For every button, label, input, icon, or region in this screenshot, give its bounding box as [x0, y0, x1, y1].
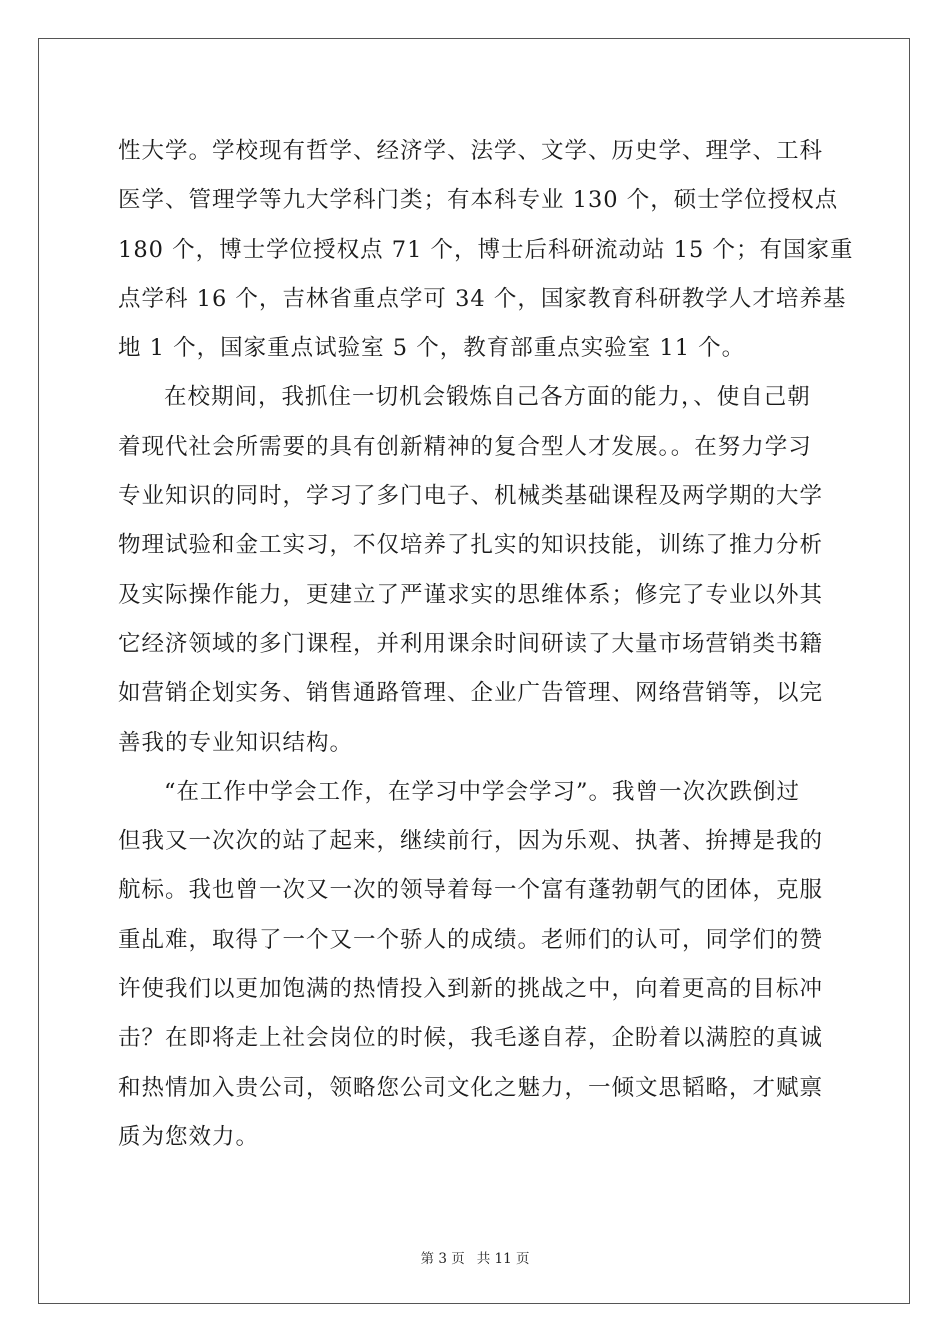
text-line: 专业知识的同时，学习了多门电子、机械类基础课程及两学期的大学	[118, 483, 824, 510]
text-line: 善我的专业知识结构。	[118, 729, 354, 756]
page-number: 第 3 页	[420, 1251, 465, 1267]
text-line: 着现代社会所需要的具有创新精神的复合型人才发展。。在努力学习	[118, 433, 812, 460]
text-line: 在校期间，我抓住一切机会锻炼自己各方面的能力，、使自己朝	[164, 384, 811, 411]
document-body	[118, 127, 854, 1162]
text-line: 它经济领域的多门课程，并利用课余时间研读了大量市场营销类书籍	[118, 630, 824, 657]
text-line: 但我又一次次的站了起来，继续前行，因为乐观、执著、拚搏是我的	[118, 828, 824, 855]
text-line: 质为您效力。	[118, 1123, 260, 1150]
text-line: 航标。我也曾一次又一次的领导着每一个富有蓬勃朝气的团体，克服	[118, 877, 824, 904]
text-line: 许使我们以更加饱满的热情投入到新的挑战之中，向着更高的目标冲	[118, 976, 824, 1003]
text-line: 及实际操作能力，更建立了严谨求实的思维体系；修完了专业以外其	[118, 581, 824, 608]
text-line: 重乩难，取得了一个又一个骄人的成绩。老师们的认可，同学们的赞	[118, 926, 824, 953]
page-total: 共 11 页	[476, 1251, 530, 1267]
page-footer	[0, 1247, 950, 1267]
text-line: 如营销企划实务、销售通路管理、企业广告管理、网络营销等，以完	[118, 680, 824, 707]
text-line: 地 1 个，国家重点试验室 5 个，教育部重点实验室 11 个。	[118, 335, 746, 362]
text-line: 物理试验和金工实习，不仅培养了扎实的知识技能，训练了推力分析	[118, 532, 824, 559]
text-line: 和热情加入贵公司，领略您公司文化之魅力，一倾文思韬略，才赋禀	[118, 1074, 824, 1101]
text-line: 医学、管理学等九大学科门类；有本科专业 130 个，硕士学位授权点	[118, 187, 839, 214]
text-line: 点学科 16 个，吉林省重点学可 34 个，国家教育科研教学人才培养基	[118, 285, 847, 312]
text-line: 击？在即将走上社会岗位的时候，我毛遂自荐，企盼着以满腔的真诚	[118, 1025, 824, 1052]
text-line: “在工作中学会工作，在学习中学会学习”。我曾一次次跌倒过	[164, 778, 801, 805]
text-line: 180 个，博士学位授权点 71 个，博士后科研流动站 15 个；有国家重	[118, 236, 854, 263]
text-line: 性大学。学校现有哲学、经济学、法学、文学、历史学、理学、工科	[118, 138, 824, 164]
